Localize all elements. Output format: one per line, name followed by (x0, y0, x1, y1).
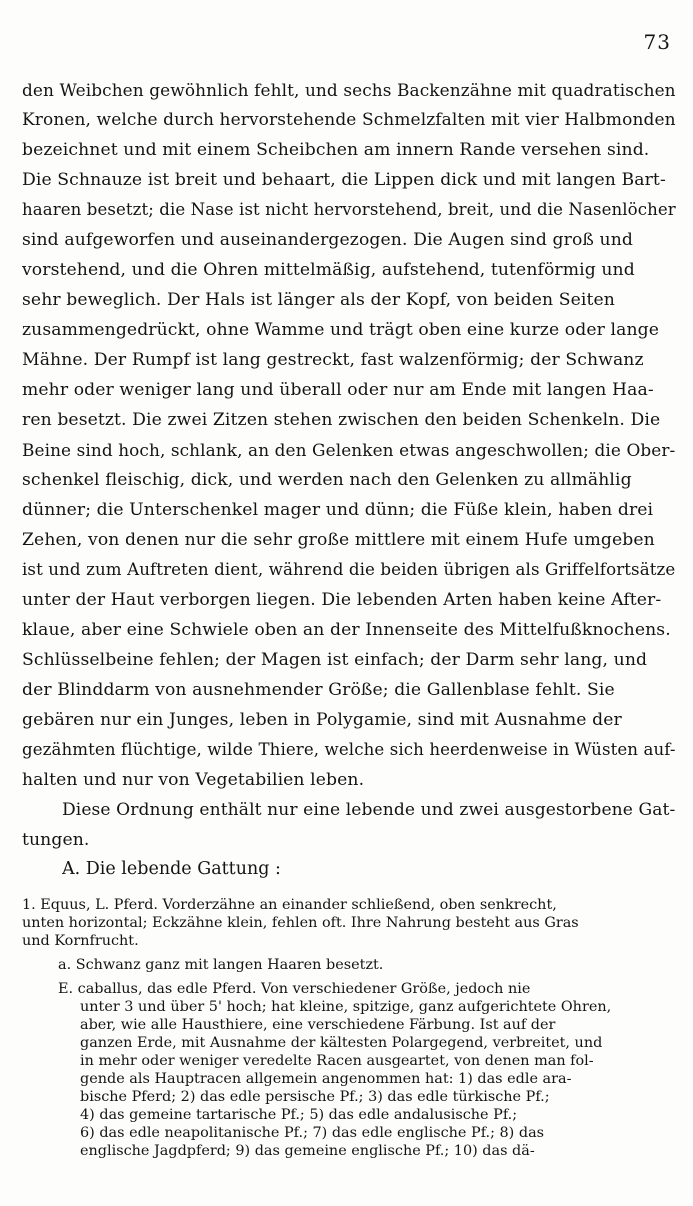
species-line: bische Pferd; 2) das edle persische Pf.; 3) das edle türkische Pf.; (80, 1089, 550, 1105)
text-line: unter der Haut verborgen liegen. Die lebenden Arten haben keine After- (22, 590, 662, 610)
species-line: englische Jagdpferd; 9) das gemeine englische Pf.; 10) das dä- (80, 1143, 535, 1159)
text-line: den Weibchen gewöhnlich fehlt, und sechs Backenzähne mit quadratischen (22, 80, 676, 100)
subsection-label: a. Schwanz ganz mit langen Haaren besetzt. (58, 957, 384, 973)
text-line: Schlüsselbeine fehlen; der Magen ist einfach; der Darm sehr lang, und (22, 650, 648, 670)
text-line: gebären nur ein Junges, leben in Polygamie, sind mit Ausnahme der (22, 710, 622, 730)
species-line: aber, wie alle Hausthiere, eine verschiedene Färbung. Ist auf der (80, 1017, 556, 1033)
genus-line: 1. Equus, L. Pferd. Vorderzähne an einander schließend, oben senkrecht, (22, 897, 557, 913)
species-line: 4) das gemeine tartarische Pf.; 5) das edle andalusische Pf.; (80, 1107, 518, 1123)
species-line: 6) das edle neapolitanische Pf.; 7) das edle englische Pf.; 8) das (80, 1125, 545, 1141)
text-line: halten und nur von Vegetabilien leben. (22, 770, 365, 790)
text-line: ren besetzt. Die zwei Zitzen stehen zwischen den beiden Schenkeln. Die (22, 410, 661, 430)
text-line: der Blinddarm von ausnehmender Größe; die Gallenblase fehlt. Sie (22, 680, 615, 700)
text-line: Die Schnauze ist breit und behaart, die Lippen dick und mit langen Bart- (22, 170, 666, 190)
species-line: unter 3 und über 5' hoch; hat kleine, spitzige, ganz aufgerichtete Ohren, (80, 999, 612, 1015)
genus-line: und Kornfrucht. (22, 933, 139, 949)
text-line: bezeichnet und mit einem Scheibchen am innern Rande versehen sind. (22, 140, 650, 160)
text-line: Beine sind hoch, schlank, an den Gelenken etwas angeschwollen; die Ober- (22, 440, 676, 460)
species-line: in mehr oder weniger veredelte Racen ausgeartet, von denen man fol- (80, 1053, 594, 1069)
section-heading: A. Die lebende Gattung : (62, 859, 281, 879)
text-line: Zehen, von denen nur die sehr große mittlere mit einem Hufe umgeben (22, 530, 655, 550)
text-line: sehr beweglich. Der Hals ist länger als der Kopf, von beiden Seiten (22, 290, 615, 310)
text-line: klaue, aber eine Schwiele oben an der Innenseite des Mittelfußknochens. (22, 620, 671, 640)
text-line: ist und zum Auftreten dient, während die beiden übrigen als Griffelfortsätze (22, 560, 676, 579)
text-line: vorstehend, und die Ohren mittelmäßig, aufstehend, tutenförmig und (22, 260, 635, 280)
text-line: mehr oder weniger lang und überall oder nur am Ende mit langen Haa- (22, 380, 654, 400)
species-line: E. caballus, das edle Pferd. Von verschiedener Größe, jedoch nie (58, 981, 531, 997)
text-line: Mähne. Der Rumpf ist lang gestreckt, fast walzenförmig; der Schwanz (22, 350, 644, 370)
page-number: 73 (643, 30, 671, 54)
text-line: schenkel fleischig, dick, und werden nach den Gelenken zu allmählig (22, 470, 632, 490)
text-line: sind aufgeworfen und auseinandergezogen. Die Augen sind groß und (22, 230, 633, 250)
genus-line: unten horizontal; Eckzähne klein, fehlen oft. Ihre Nahrung besteht aus Gras (22, 915, 579, 931)
species-line: ganzen Erde, mit Ausnahme der kältesten Polargegend, verbreitet, und (80, 1035, 603, 1051)
text-line: haaren besetzt; die Nase ist nicht hervorstehend, breit, und die Nasenlöcher (22, 200, 676, 219)
text-line: Kronen, welche durch hervorstehende Schmelzfalten mit vier Halbmonden (22, 110, 676, 130)
text-line: zusammengedrückt, ohne Wamme und trägt oben eine kurze oder lange (22, 320, 659, 340)
text-line: tungen. (22, 830, 90, 850)
text-line: gezähmten flüchtige, wilde Thiere, welche sich heerdenweise in Wüsten auf- (22, 740, 676, 759)
text-line: dünner; die Unterschenkel mager und dünn; die Füße klein, haben drei (22, 500, 654, 520)
species-line: gende als Hauptracen allgemein angenommen hat: 1) das edle ara- (80, 1071, 572, 1087)
text-line: Diese Ordnung enthält nur eine lebende und zwei ausgestorbene Gat- (62, 800, 676, 820)
